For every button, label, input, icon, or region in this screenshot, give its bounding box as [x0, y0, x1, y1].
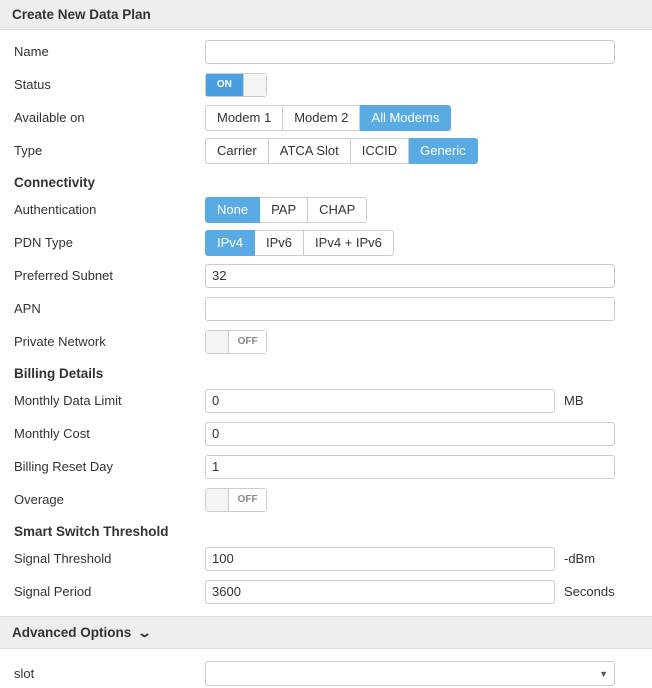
row-available-on [0, 103, 652, 132]
pdn-type-option-ipv6[interactable]: IPv6 [255, 230, 304, 256]
overage-toggle[interactable] [205, 488, 267, 512]
type-option-generic[interactable]: Generic [409, 138, 478, 164]
monthly-data-limit-input[interactable] [205, 389, 555, 413]
authentication-option-chap[interactable]: CHAP [308, 197, 367, 223]
slot-select[interactable] [205, 661, 615, 686]
overage-label: Overage [14, 492, 64, 507]
authentication-button-group [205, 197, 367, 223]
signal-threshold-label: Signal Threshold [14, 551, 112, 566]
chevron-down-icon-slot: ▼ [599, 668, 608, 679]
available-on-label: Available on [14, 110, 85, 125]
type-option-iccid[interactable]: ICCID [351, 138, 409, 164]
monthly-cost-input[interactable] [205, 422, 615, 446]
apn-label: APN [14, 301, 41, 316]
smart-switch-section-title: Smart Switch Threshold [14, 524, 169, 539]
pdn-type-label: PDN Type [14, 235, 74, 250]
row-signal-threshold [0, 544, 652, 573]
chevron-down-icon: ⌄ [137, 625, 153, 640]
row-signal-period [0, 577, 652, 606]
monthly-data-limit-unit: MB [564, 393, 584, 408]
private-network-toggle-knob [206, 331, 229, 353]
available-on-button-group [205, 105, 451, 131]
monthly-cost-label: Monthly Cost [14, 426, 90, 441]
signal-period-input[interactable] [205, 580, 555, 604]
status-label: Status [14, 77, 51, 92]
authentication-label: Authentication [14, 202, 97, 217]
signal-period-unit: Seconds [564, 584, 615, 599]
signal-period-label: Signal Period [14, 584, 92, 599]
private-network-label: Private Network [14, 334, 106, 349]
pdn-type-option-ipv4-ipv6[interactable]: IPv4 + IPv6 [304, 230, 394, 256]
billing-reset-day-input[interactable] [205, 455, 615, 479]
preferred-subnet-input[interactable] [205, 264, 615, 288]
row-name [0, 37, 652, 66]
private-network-toggle-off-label: OFF [229, 331, 266, 353]
monthly-data-limit-label: Monthly Data Limit [14, 393, 122, 408]
row-preferred-subnet [0, 261, 652, 290]
pdn-type-button-group [205, 230, 394, 256]
authentication-option-pap[interactable]: PAP [260, 197, 308, 223]
overage-toggle-off-label: OFF [229, 489, 266, 511]
status-toggle[interactable] [205, 73, 267, 97]
page-title: Create New Data Plan [12, 7, 151, 22]
row-private-network [0, 327, 652, 356]
row-monthly-data-limit [0, 386, 652, 415]
available-on-option-all-modems[interactable]: All Modems [360, 105, 451, 131]
panel-title-bar [0, 0, 652, 30]
type-button-group [205, 138, 478, 164]
type-option-carrier[interactable]: Carrier [205, 138, 269, 164]
row-status [0, 70, 652, 99]
type-label: Type [14, 143, 43, 158]
row-overage [0, 485, 652, 514]
row-authentication [0, 195, 652, 224]
connectivity-section-title: Connectivity [14, 175, 96, 190]
apn-input[interactable] [205, 297, 615, 321]
row-slot [0, 659, 652, 688]
available-on-option-modem-2[interactable]: Modem 2 [283, 105, 360, 131]
status-toggle-knob [243, 74, 266, 96]
signal-threshold-unit: -dBm [564, 551, 596, 566]
authentication-option-none[interactable]: None [205, 197, 260, 223]
row-type [0, 136, 652, 165]
advanced-options-header[interactable] [0, 616, 652, 649]
row-billing-reset-day [0, 452, 652, 481]
advanced-options-title: Advanced Options [12, 625, 132, 640]
slot-label: slot [14, 666, 35, 681]
type-option-atca-slot[interactable]: ATCA Slot [269, 138, 351, 164]
row-monthly-cost [0, 419, 652, 448]
preferred-subnet-label: Preferred Subnet [14, 268, 114, 283]
billing-reset-day-label: Billing Reset Day [14, 459, 113, 474]
status-toggle-on-label: ON [206, 74, 243, 96]
name-label: Name [14, 44, 49, 59]
pdn-type-option-ipv4[interactable]: IPv4 [205, 230, 255, 256]
signal-threshold-input[interactable] [205, 547, 555, 571]
private-network-toggle[interactable] [205, 330, 267, 354]
row-apn [0, 294, 652, 323]
overage-toggle-knob [206, 489, 229, 511]
row-pdn-type [0, 228, 652, 257]
billing-section-title: Billing Details [14, 366, 104, 381]
name-input[interactable] [205, 40, 615, 64]
available-on-option-modem-1[interactable]: Modem 1 [205, 105, 283, 131]
